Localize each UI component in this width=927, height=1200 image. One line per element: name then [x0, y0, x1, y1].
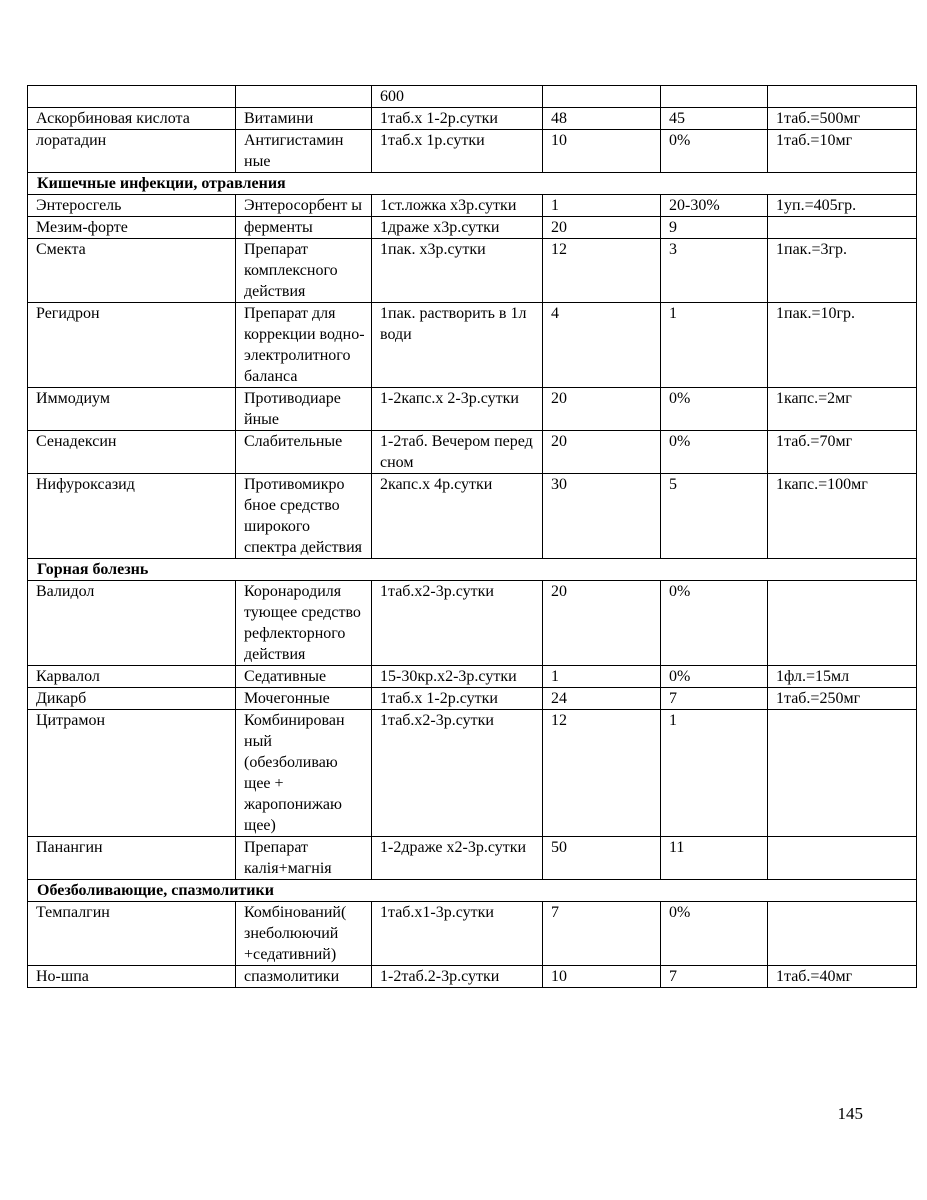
medication-table: [27, 85, 917, 988]
drug-name-cell: Смекта: [28, 239, 236, 303]
drug-group-cell: Витамини: [236, 108, 372, 130]
quantity-cell: 10: [543, 130, 661, 173]
percent-cell: 0%: [661, 902, 768, 966]
drug-group-cell: ферменты: [236, 217, 372, 239]
drug-group-cell: Коронародиля тующее средство рефлекторного действия: [236, 581, 372, 666]
quantity-cell: 20: [543, 217, 661, 239]
dosage-cell: 1-2таб.2-3р.сутки: [372, 966, 543, 988]
drug-group-cell: Комбінований( знеболюючий +седативний): [236, 902, 372, 966]
drug-group-cell: Слабительные: [236, 431, 372, 474]
unit-cell: 1таб.=10мг: [768, 130, 917, 173]
percent-cell: 9: [661, 217, 768, 239]
drug-group-cell: Комбинирован ный (обезболиваю щее + жаропонижаю щее): [236, 710, 372, 837]
section-title: Горная болезнь: [28, 559, 917, 581]
quantity-cell: 1: [543, 666, 661, 688]
unit-cell: 1капс.=100мг: [768, 474, 917, 559]
percent-cell: 0%: [661, 581, 768, 666]
table-row: [28, 474, 917, 559]
drug-group-cell: Противодиаре йные: [236, 388, 372, 431]
dosage-cell: 1драже х3р.сутки: [372, 217, 543, 239]
dosage-cell: 1ст.ложка х3р.сутки: [372, 195, 543, 217]
table-row: [28, 710, 917, 837]
table-row: [28, 388, 917, 431]
percent-cell: 0%: [661, 388, 768, 431]
dosage-cell: 1таб.х2-3р.сутки: [372, 581, 543, 666]
quantity-cell: 12: [543, 239, 661, 303]
percent-cell: 7: [661, 966, 768, 988]
unit-cell: [768, 217, 917, 239]
quantity-cell: 10: [543, 966, 661, 988]
quantity-cell: 50: [543, 837, 661, 880]
drug-group-cell: Антигистамин ные: [236, 130, 372, 173]
dosage-cell: 1-2капс.х 2-3р.сутки: [372, 388, 543, 431]
table-row: [28, 239, 917, 303]
percent-cell: 0%: [661, 666, 768, 688]
table-row: [28, 303, 917, 388]
section-title: Кишечные инфекции, отравления: [28, 173, 917, 195]
unit-cell: 1таб.=40мг: [768, 966, 917, 988]
table-row: [28, 86, 917, 108]
table-row: [28, 688, 917, 710]
quantity-cell: 20: [543, 581, 661, 666]
table-row: [28, 130, 917, 173]
unit-cell: [768, 837, 917, 880]
drug-name-cell: Темпалгин: [28, 902, 236, 966]
unit-cell: 1пак.=10гр.: [768, 303, 917, 388]
table-row: [28, 581, 917, 666]
dosage-cell: 1таб.х 1-2р.сутки: [372, 108, 543, 130]
quantity-cell: 20: [543, 388, 661, 431]
drug-group-cell: Препарат для коррекции водно-электролитного баланса: [236, 303, 372, 388]
unit-cell: [768, 902, 917, 966]
drug-group-cell: Препарат комплексного действия: [236, 239, 372, 303]
percent-cell: 1: [661, 303, 768, 388]
quantity-cell: 20: [543, 431, 661, 474]
percent-cell: 5: [661, 474, 768, 559]
drug-name-cell: Нифуроксазид: [28, 474, 236, 559]
percent-cell: 0%: [661, 130, 768, 173]
dosage-cell: 1таб.х2-3р.сутки: [372, 710, 543, 837]
table-row: [28, 837, 917, 880]
unit-cell: 1пак.=3гр.: [768, 239, 917, 303]
quantity-cell: 7: [543, 902, 661, 966]
unit-cell: [768, 710, 917, 837]
drug-group-cell: Препарат калія+магнія: [236, 837, 372, 880]
dosage-cell: 1-2таб. Вечером перед сном: [372, 431, 543, 474]
drug-name-cell: лоратадин: [28, 130, 236, 173]
drug-name-cell: Но-шпа: [28, 966, 236, 988]
unit-cell: [768, 581, 917, 666]
percent-cell: 0%: [661, 431, 768, 474]
drug-group-cell: Энтеросорбент ы: [236, 195, 372, 217]
unit-cell: 1фл.=15мл: [768, 666, 917, 688]
percent-cell: 11: [661, 837, 768, 880]
table-row: [28, 666, 917, 688]
dosage-cell: 1таб.х 1р.сутки: [372, 130, 543, 173]
dosage-cell: 2капс.х 4р.сутки: [372, 474, 543, 559]
page-number: 145: [837, 1104, 863, 1123]
percent-cell: [661, 86, 768, 108]
section-title: Обезболивающие, спазмолитики: [28, 880, 917, 902]
drug-name-cell: [28, 86, 236, 108]
dosage-cell: 600: [372, 86, 543, 108]
quantity-cell: 4: [543, 303, 661, 388]
drug-name-cell: Валидол: [28, 581, 236, 666]
table-row: [28, 195, 917, 217]
table-row: [28, 108, 917, 130]
drug-name-cell: Дикарб: [28, 688, 236, 710]
dosage-cell: 1пак. растворить в 1л води: [372, 303, 543, 388]
dosage-cell: 1пак. х3р.сутки: [372, 239, 543, 303]
quantity-cell: 1: [543, 195, 661, 217]
table-row: [28, 431, 917, 474]
table-row: [28, 217, 917, 239]
percent-cell: 1: [661, 710, 768, 837]
unit-cell: 1капс.=2мг: [768, 388, 917, 431]
drug-group-cell: Седативные: [236, 666, 372, 688]
drug-name-cell: Иммодиум: [28, 388, 236, 431]
drug-name-cell: Энтеросгель: [28, 195, 236, 217]
drug-group-cell: Противомикро бное средство широкого спектра действия: [236, 474, 372, 559]
drug-group-cell: [236, 86, 372, 108]
table-row: [28, 966, 917, 988]
quantity-cell: 12: [543, 710, 661, 837]
drug-name-cell: Аскорбиновая кислота: [28, 108, 236, 130]
drug-name-cell: Цитрамон: [28, 710, 236, 837]
section-header-row: [28, 173, 917, 195]
quantity-cell: 48: [543, 108, 661, 130]
drug-name-cell: Панангин: [28, 837, 236, 880]
dosage-cell: 1таб.х1-3р.сутки: [372, 902, 543, 966]
table-row: [28, 902, 917, 966]
quantity-cell: 24: [543, 688, 661, 710]
quantity-cell: [543, 86, 661, 108]
dosage-cell: 15-30кр.х2-3р.сутки: [372, 666, 543, 688]
unit-cell: 1уп.=405гр.: [768, 195, 917, 217]
dosage-cell: 1таб.х 1-2р.сутки: [372, 688, 543, 710]
drug-name-cell: Мезим-форте: [28, 217, 236, 239]
drug-name-cell: Сенадексин: [28, 431, 236, 474]
percent-cell: 20-30%: [661, 195, 768, 217]
dosage-cell: 1-2драже х2-3р.сутки: [372, 837, 543, 880]
section-header-row: [28, 559, 917, 581]
percent-cell: 45: [661, 108, 768, 130]
section-header-row: [28, 880, 917, 902]
drug-name-cell: Карвалол: [28, 666, 236, 688]
drug-group-cell: спазмолитики: [236, 966, 372, 988]
drug-name-cell: Регидрон: [28, 303, 236, 388]
percent-cell: 3: [661, 239, 768, 303]
unit-cell: 1таб.=500мг: [768, 108, 917, 130]
unit-cell: [768, 86, 917, 108]
unit-cell: 1таб.=250мг: [768, 688, 917, 710]
drug-group-cell: Мочегонные: [236, 688, 372, 710]
percent-cell: 7: [661, 688, 768, 710]
quantity-cell: 30: [543, 474, 661, 559]
unit-cell: 1таб.=70мг: [768, 431, 917, 474]
